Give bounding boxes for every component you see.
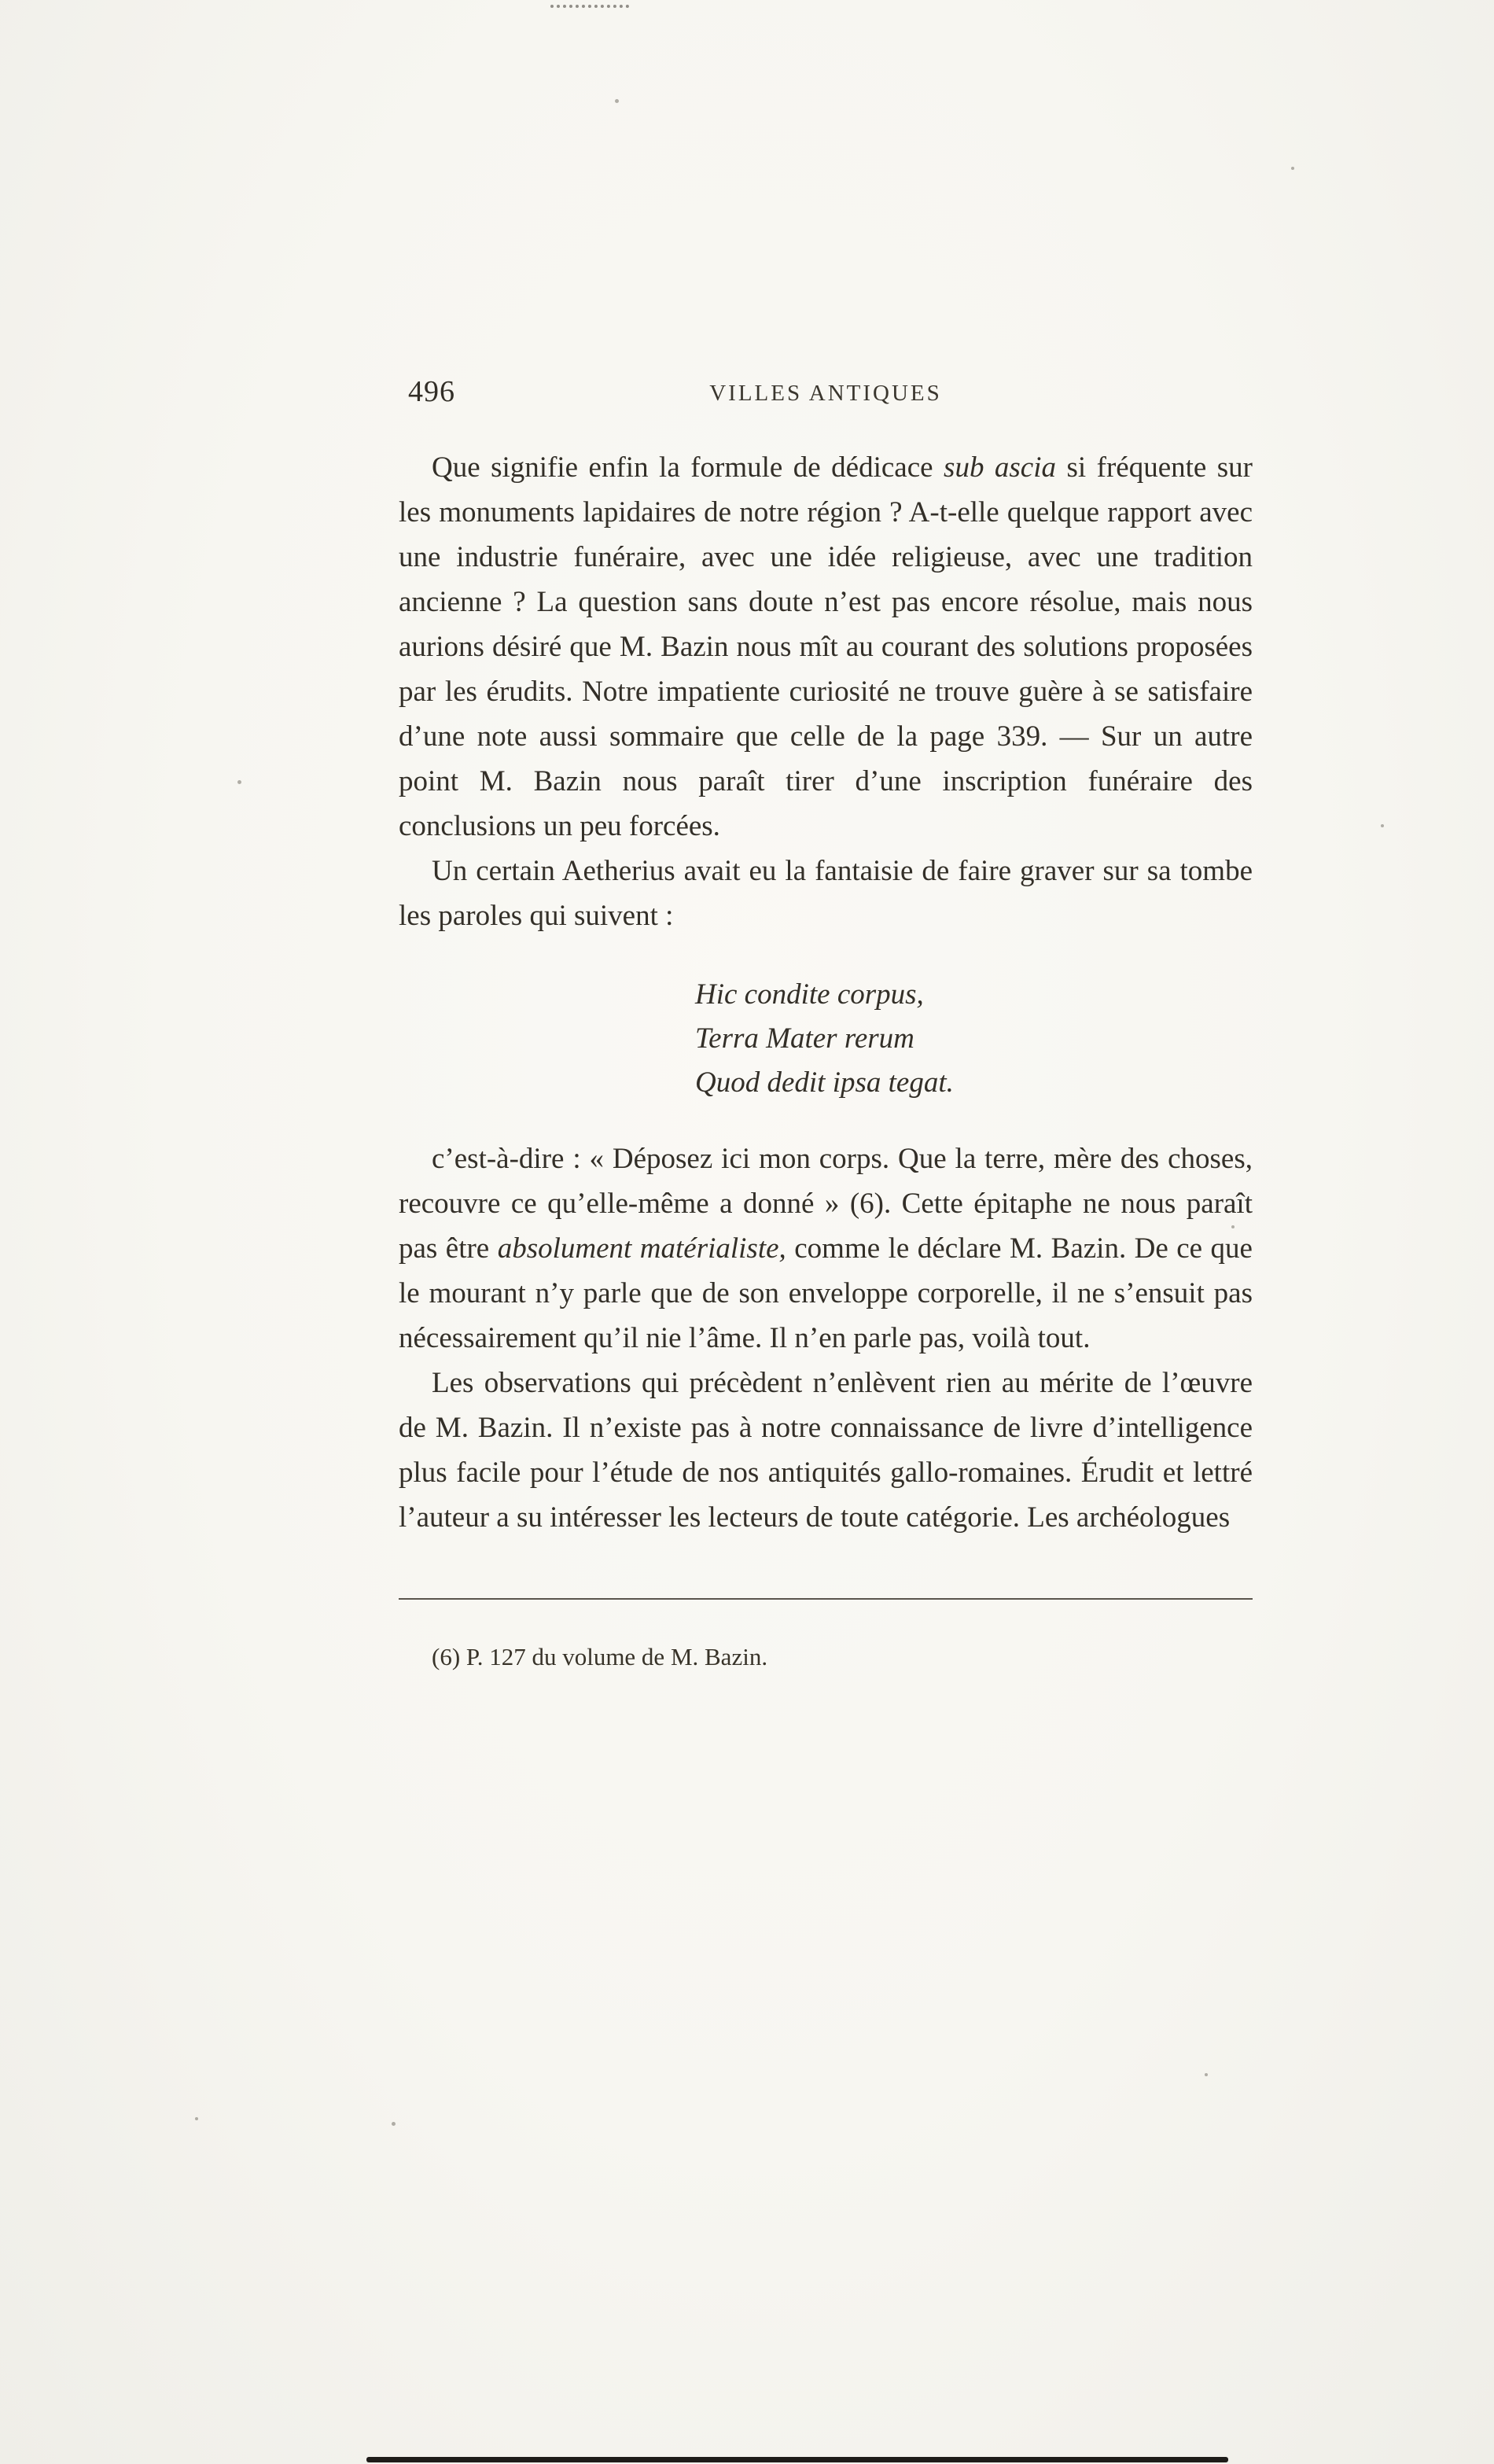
scan-speck [1205, 2073, 1208, 2076]
paragraph-text: c’est-à-dire : « Déposez ici mon corps. Que la terre, mère des choses, recouvre ce qu’elle-même a donné » (6). Cette épitaphe ne nous paraît pas être [399, 1143, 1253, 1265]
scan-speck [237, 780, 241, 784]
paragraph-2: Un certain Aetherius avait eu la fantaisie de faire graver sur sa tombe les paroles qui suivent : [399, 855, 1253, 932]
paragraph-text: Que signifie enfin la formule de dédicace [432, 451, 944, 484]
footnote: (6) P. 127 du volume de M. Bazin. [432, 1643, 768, 1670]
scan-speck [392, 2122, 396, 2126]
paragraph-4: Les observations qui précèdent n’enlèvent rien au mérite de l’œuvre de M. Bazin. Il n’existe pas à notre connaissance de livre d’intelligence plus facile pour l’étude de nos antiquités gallo-romaines. Érudit et lettré l’auteur a su intéresser les lecteurs de toute catégorie. Les archéologues [399, 1367, 1253, 1534]
scan-speck [1381, 824, 1384, 827]
paragraph-text: comme le déclare M. Bazin. De ce que le mourant n’y parle que de son enveloppe corporelle, il ne s’ensuit pas nécessairement qu’il nie l’âme. Il n’en parle pas, voilà tout. [399, 1232, 1253, 1354]
paragraph-text: si fréquente sur les monuments lapidaires de notre région ? A-t-elle quelque rapport avec une industrie funéraire, avec une idée religieuse, avec une tradition ancienne ? La question sans doute n’est pas encore résolue, mais nous aurions désiré que M. Bazin nous mît au courant des solutions proposées par les érudits. Notre impatiente curiosité ne trouve guère à se satisfaire d’une note aussi sommaire que celle de la page 339. — Sur un autre point M. Bazin nous paraît tirer d’une inscription funéraire des conclusions un peu forcées. [399, 451, 1253, 842]
scan-artifact-bottom-edge [366, 2457, 1228, 2462]
page-head [399, 376, 1253, 414]
paragraph-3 [399, 1136, 1253, 1361]
scan-speck [1291, 167, 1294, 170]
page-number: 496 [408, 375, 455, 408]
paragraph-1 [399, 445, 1253, 849]
scan-speck [195, 2117, 198, 2120]
scan-artifact-top [550, 5, 629, 8]
latin-verse [399, 973, 1253, 1105]
verse-line: Quod dedit ipsa tegat. [695, 1066, 954, 1099]
footnote-separator [399, 1598, 1253, 1600]
verse-line: Hic condite corpus, [695, 978, 924, 1011]
body-text [399, 445, 1253, 1674]
scan-speck [615, 99, 619, 103]
italic-phrase: absolument matérialiste, [497, 1232, 786, 1265]
italic-phrase: sub ascia [944, 451, 1057, 484]
verse-line: Terra Mater rerum [695, 1022, 914, 1055]
running-header: VILLES ANTIQUES [709, 381, 942, 406]
